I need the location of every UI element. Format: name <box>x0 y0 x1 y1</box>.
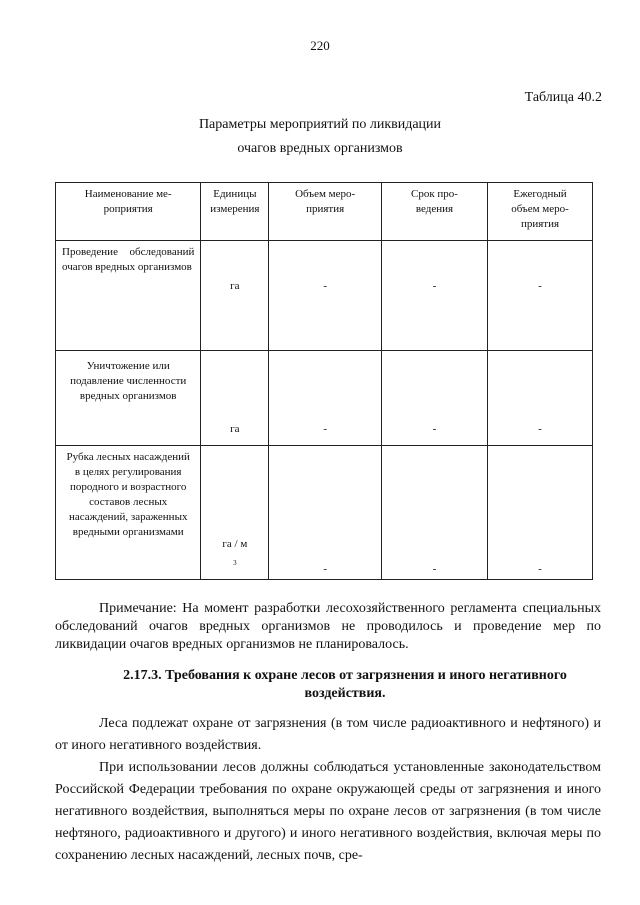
paragraph-1: Леса подлежат охране от загрязнения (в том числе радиоактивного и нефтяного) и от иного негативного воздействия. <box>55 716 601 753</box>
header-unit: Единицы измерения <box>201 183 269 241</box>
table-label: Таблица 40.2 <box>524 90 602 105</box>
row-volume: - <box>269 446 382 580</box>
row-annual-volume: - <box>488 446 593 580</box>
section-heading: 2.17.3. Требования к охране лесов от загрязнения и иного негативного воздействия. <box>123 668 567 701</box>
row-volume: - <box>269 351 382 446</box>
measures-table <box>55 182 593 580</box>
table-caption <box>0 113 640 161</box>
table-row <box>56 446 593 580</box>
table-note: Примечание: На момент разработки лесохозяйственного регламента специальных обследований очагов вредных организмов не проводилось и проведение мер по ликвидации очагов вредных организмов не планировалось. <box>55 601 601 652</box>
row-annual-volume: - <box>488 241 593 351</box>
table-row <box>56 241 593 351</box>
page-number: 220 <box>310 38 330 53</box>
row-term: - <box>381 446 487 580</box>
row-unit: га <box>201 241 269 351</box>
table-row <box>56 351 593 446</box>
row-volume: - <box>269 241 382 351</box>
row-term: - <box>381 241 487 351</box>
unit-superscript: 3 <box>233 559 237 568</box>
row-unit: га <box>201 351 269 446</box>
row-measure-name: Уничтожение или подавление численности вредных организмов <box>56 351 201 446</box>
header-measure-name: Наименование ме- роприятия <box>56 183 201 241</box>
table-header-row <box>56 183 593 241</box>
row-term: - <box>381 351 487 446</box>
row-measure-name: Проведение обследований очагов вредных организмов <box>56 241 201 351</box>
table-caption-line-2: очагов вредных организмов <box>237 141 403 156</box>
row-unit <box>201 446 269 580</box>
row-annual-volume: - <box>488 351 593 446</box>
header-term: Срок про- ведения <box>381 183 487 241</box>
table-caption-line-1: Параметры мероприятий по ликвидации <box>198 117 442 132</box>
header-annual-volume: Ежегодный объем меро- приятия <box>488 183 593 241</box>
row-measure-name: Рубка лесных насаждений в целях регулирования породного и возрастного составов лесных насаждений, зараженных вредными организмами <box>56 446 201 580</box>
unit-text: га / м <box>222 538 248 551</box>
paragraph-2: При использовании лесов должны соблюдаться установленные законодательством Российской Федерации требования по охране окружающей среды от загрязнения и иного негативного воздействия, выполняться меры по охране лесов от загрязнения (в том числе нефтяного, радиоактивного и другого) и иного негативного воздействия, включая меры по сохранению лесных насаждений, лесных почв, сре- <box>55 760 601 863</box>
header-volume: Объем меро- приятия <box>269 183 382 241</box>
